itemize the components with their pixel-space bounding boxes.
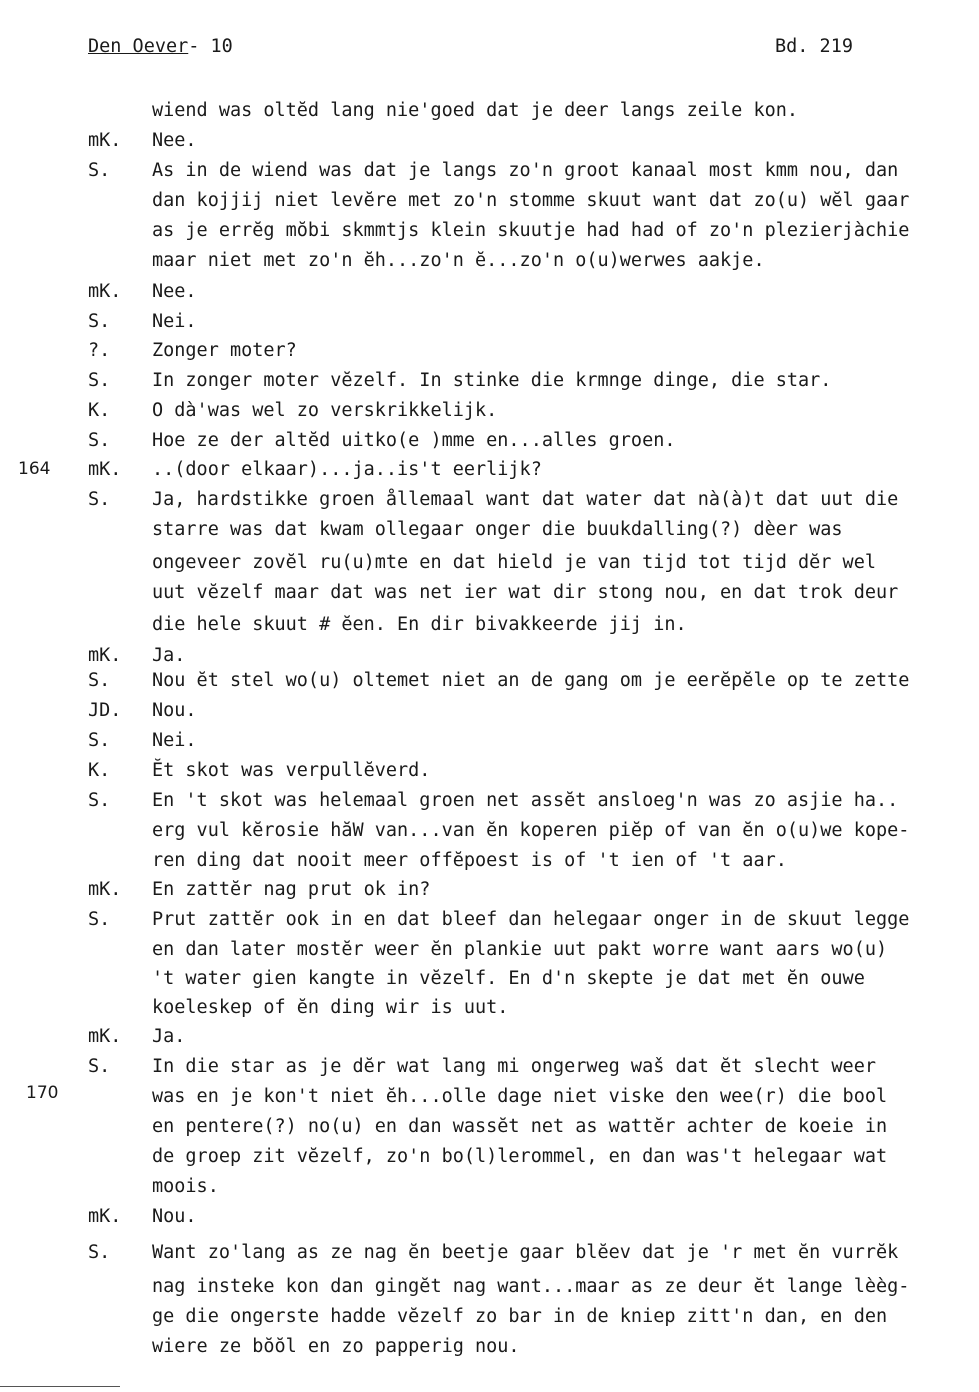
speaker-label: mK. — [88, 459, 122, 480]
speaker-label: S. — [88, 370, 111, 391]
line-text: Ja. — [152, 645, 186, 666]
line-text: En 't skot was helemaal groen net assĕt ansloeg'n was zo asjie ha.. — [152, 790, 899, 811]
speaker-label: S. — [88, 311, 111, 332]
header-title: Den Oever — [88, 36, 189, 57]
speaker-label: mK. — [88, 1026, 122, 1047]
speaker-label: S. — [88, 1242, 111, 1263]
line-text: Nou. — [152, 700, 197, 721]
line-text: Ja. — [152, 1026, 186, 1047]
line-text: Nei. — [152, 730, 197, 751]
speaker-label: S. — [88, 489, 111, 510]
line-text: In zonger moter vĕzelf. In stinke die krmnge dinge, die star. — [152, 370, 832, 391]
speaker-label: S. — [88, 670, 111, 691]
speaker-label: S. — [88, 160, 111, 181]
line-text: As in de wiend was dat je langs zo'n groot kanaal most kmm nou, dan — [152, 160, 899, 181]
header-volume: Bd. 219 — [775, 36, 853, 57]
bottom-divider — [0, 1386, 120, 1387]
speaker-label: JD. — [88, 700, 122, 721]
speaker-label: mK. — [88, 879, 122, 900]
line-text: 't water gien kangte in vĕzelf. En d'n skepte je dat met ĕn ouwe — [152, 968, 865, 989]
line-text: Want zo'lang as ze nag ĕn beetje gaar blĕev dat je 'r met ĕn vurrĕk — [152, 1242, 899, 1263]
line-text: as je errĕg mŏbi skmmtjs klein skuutje had had of zo'n plezierjàchie — [152, 220, 910, 241]
speaker-label: S. — [88, 1056, 111, 1077]
line-text: maar niet met zo'n ĕh...zo'n ĕ...zo'n o(u)werwes aakje. — [152, 250, 765, 271]
speaker-label: ?. — [88, 340, 111, 361]
line-text: erg vul kĕrosie hăW van...van ĕn koperen piĕp of van ĕn o(u)we kope- — [152, 820, 910, 841]
speaker-label: S. — [88, 430, 111, 451]
line-text: de groep zit vĕzelf, zo'n bo(l)lerommel, en dan was't helegaar wat — [152, 1146, 888, 1167]
line-text: Nou. — [152, 1206, 197, 1227]
line-text: was en je kon't niet ĕh...olle dage niet viske den wee(r) die bool — [152, 1086, 888, 1107]
line-text: Zonger moter? — [152, 340, 297, 361]
speaker-label: mK. — [88, 1206, 122, 1227]
line-text: O dà'was wel zo verskrikkelijk. — [152, 400, 498, 421]
line-text: starre was dat kwam ollegaar onger die buukdalling(?) dèer was — [152, 519, 843, 540]
speaker-label: mK. — [88, 645, 122, 666]
line-text: ..(door elkaar)...ja..is't eerlijk? — [152, 459, 542, 480]
line-text: wiere ze bŏŏl en zo papperig nou. — [152, 1336, 520, 1357]
line-text: Ja, hardstikke groen ållemaal want dat water dat nà(à)t dat uut die — [152, 489, 899, 510]
speaker-label: mK. — [88, 281, 122, 302]
line-text: en dan later mostĕr weer ĕn plankie uut pakt worre want aars wo(u) — [152, 939, 888, 960]
line-text: Prut zattĕr ook in en dat bleef dan helegaar onger in de skuut legge — [152, 909, 910, 930]
line-text: ongeveer zovĕl ru(u)mte en dat hield je van tijd tot tijd dĕr wel — [152, 552, 876, 573]
line-text: Nei. — [152, 311, 197, 332]
speaker-label: mK. — [88, 130, 122, 151]
line-text: en pentere(?) no(u) en dan wassĕt net as wattĕr achter de koeie in — [152, 1116, 888, 1137]
speaker-label: S. — [88, 909, 111, 930]
line-text: ren ding dat nooit meer offĕpoest is of 't ien of 't aar. — [152, 850, 787, 871]
speaker-label: K. — [88, 400, 111, 421]
page-header-left — [88, 36, 233, 57]
margin-number-170: 170 — [26, 1083, 59, 1103]
line-text: die hele skuut # ĕen. En dir bivakkeerde jij in. — [152, 614, 687, 635]
line-text: dan kojjij niet levĕre met zo'n stomme skuut want dat zo(u) wĕl gaar — [152, 190, 910, 211]
line-text: In die star as je dĕr wat lang mi ongerweg waš dat ĕt slecht weer — [152, 1056, 876, 1077]
line-text: Nee. — [152, 130, 197, 151]
line-text: uut vĕzelf maar dat was net ier wat dir stong nou, en dat trok deur — [152, 582, 899, 603]
line-text: ge die ongerste hadde vĕzelf zo bar in de kniep zitt'n dan, en den — [152, 1306, 888, 1327]
speaker-label: S. — [88, 790, 111, 811]
margin-number-164: 164 — [18, 459, 51, 479]
line-text: moois. — [152, 1176, 219, 1197]
line-text: nag insteke kon dan gingĕt nag want...maar as ze deur ĕt lange lèèg- — [152, 1276, 910, 1297]
line-text: En zattĕr nag prut ok in? — [152, 879, 431, 900]
header-page-number: - 10 — [188, 36, 233, 57]
speaker-label: K. — [88, 760, 111, 781]
speaker-label: S. — [88, 730, 111, 751]
line-text: wiend was oltĕd lang nie'goed dat je deer langs zeile kon. — [152, 100, 799, 121]
line-text: Nee. — [152, 281, 197, 302]
line-text: Hoe ze der altĕd uitko(e )mme en...alles groen. — [152, 430, 676, 451]
line-text: Nou ĕt stel wo(u) oltemet niet an de gang om je eerĕpĕle op te zette — [152, 670, 910, 691]
line-text: koeleskep of ĕn ding wir is uut. — [152, 997, 509, 1018]
line-text: Ĕt skot was verpullĕverd. — [152, 760, 431, 781]
